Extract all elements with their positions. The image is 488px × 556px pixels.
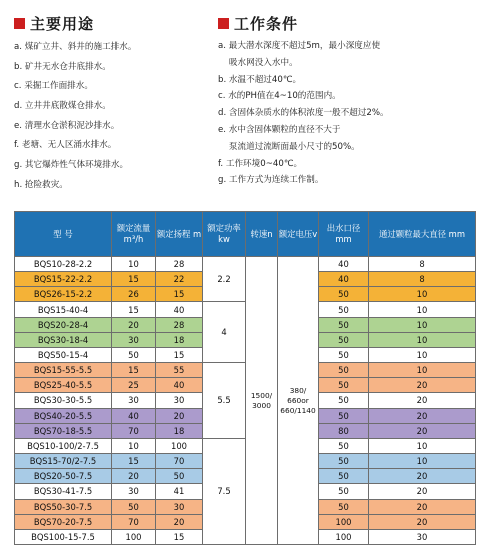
uses-item: b. 矿井无水仓井底排水。: [14, 61, 111, 72]
cell-particle: 8: [369, 257, 476, 272]
cell-flow: 20: [112, 469, 156, 484]
table-row: [15, 302, 476, 317]
cell-particle: 10: [369, 302, 476, 317]
cell-model: BQS15-40-4: [15, 302, 112, 317]
table-row: [15, 257, 476, 272]
cell-flow: 25: [112, 378, 156, 393]
cell-head: 18: [156, 332, 203, 347]
cell-particle: 10: [369, 454, 476, 469]
conditions-item: f. 工作环境0~40℃。: [218, 158, 303, 169]
conditions-title: 工作条件: [234, 14, 299, 33]
cell-outlet: 40: [319, 272, 369, 287]
cell-power-group: 7.5: [203, 438, 246, 544]
table-body: [15, 257, 476, 545]
cell-power-group: 5.5: [203, 363, 246, 439]
uses-section: [14, 12, 219, 198]
conditions-item: g. 工作方式为连续工作制。: [218, 175, 324, 186]
cell-outlet: 50: [319, 454, 369, 469]
cell-flow: 70: [112, 423, 156, 438]
cell-model: BQS26-15-2.2: [15, 287, 112, 302]
cell-model: BQS70-20-7.5: [15, 514, 112, 529]
header-power: 额定功率 kw: [203, 212, 246, 257]
cell-outlet: 50: [319, 408, 369, 423]
cell-outlet: 50: [319, 287, 369, 302]
cell-outlet: 50: [319, 347, 369, 362]
cell-model: BQS10-28-2.2: [15, 257, 112, 272]
cell-flow: 15: [112, 302, 156, 317]
uses-list: [14, 40, 219, 193]
cell-outlet: 80: [319, 423, 369, 438]
cell-particle: 20: [369, 499, 476, 514]
cell-outlet: 50: [319, 484, 369, 499]
cell-speed-shared: 1500/ 3000: [246, 257, 278, 545]
cell-flow: 10: [112, 438, 156, 453]
cell-head: 70: [156, 454, 203, 469]
cell-head: 18: [156, 423, 203, 438]
cell-particle: 30: [369, 529, 476, 544]
uses-title: 主要用途: [30, 14, 95, 33]
spec-table: [14, 211, 476, 545]
cell-outlet: 100: [319, 514, 369, 529]
cell-flow: 50: [112, 499, 156, 514]
table-header-row: [15, 212, 476, 257]
cell-outlet: 50: [319, 393, 369, 408]
conditions-list: [218, 40, 480, 188]
conditions-heading: [218, 12, 480, 34]
cell-outlet: 50: [319, 302, 369, 317]
uses-item: a. 煤矿立井、斜井的施工排水。: [14, 42, 137, 52]
cell-model: BQS20-50-7.5: [15, 469, 112, 484]
conditions-item: b. 水温不超过40℃。: [218, 74, 302, 85]
cell-particle: 8: [369, 272, 476, 287]
cell-flow: 20: [112, 317, 156, 332]
conditions-item: e. 水中含固体颗粒的直径不大于: [218, 124, 341, 135]
header-head: 额定扬程 m: [156, 212, 203, 257]
cell-voltage-shared: 380/ 660or 660/1140: [278, 257, 319, 545]
cell-model: BQS30-41-7.5: [15, 484, 112, 499]
cell-model: BQS15-55-5.5: [15, 363, 112, 378]
cell-flow: 30: [112, 332, 156, 347]
cell-particle: 20: [369, 408, 476, 423]
cell-power-group: 4: [203, 302, 246, 363]
cell-head: 15: [156, 529, 203, 544]
cell-head: 55: [156, 363, 203, 378]
cell-model: BQS20-28-4: [15, 317, 112, 332]
cell-outlet: 100: [319, 529, 369, 544]
cell-model: BQS10-100/2-7.5: [15, 438, 112, 453]
cell-particle: 20: [369, 393, 476, 408]
uses-item: e. 清理水仓淤积泥沙排水。: [14, 120, 120, 131]
cell-head: 50: [156, 469, 203, 484]
cell-head: 28: [156, 317, 203, 332]
cell-particle: 20: [369, 469, 476, 484]
uses-item: d. 立井井底散煤仓排水。: [14, 101, 111, 112]
cell-outlet: 50: [319, 438, 369, 453]
cell-particle: 10: [369, 287, 476, 302]
header-outlet: 出水口径 mm: [319, 212, 369, 257]
table-row: [15, 438, 476, 453]
cell-particle: 20: [369, 484, 476, 499]
cell-particle: 20: [369, 423, 476, 438]
red-square-icon: [14, 18, 25, 29]
cell-flow: 15: [112, 272, 156, 287]
cell-outlet: 40: [319, 257, 369, 272]
header-model: 型 号: [15, 212, 112, 257]
conditions-item: d. 含固体杂质水的体积浓度一般不超过2%。: [218, 108, 389, 119]
cell-model: BQS50-15-4: [15, 347, 112, 362]
cell-flow: 40: [112, 408, 156, 423]
cell-particle: 10: [369, 438, 476, 453]
conditions-item: 吸水网没入水中。: [218, 57, 298, 68]
conditions-item: c. 水的PH值在4~10的范围内。: [218, 91, 341, 102]
cell-model: BQS50-30-7.5: [15, 499, 112, 514]
conditions-item: 泵流道过流断面最小尺寸的50%。: [218, 141, 360, 152]
uses-item: c. 采掘工作面排水。: [14, 81, 93, 92]
cell-head: 20: [156, 514, 203, 529]
cell-flow: 30: [112, 484, 156, 499]
cell-particle: 20: [369, 378, 476, 393]
cell-particle: 10: [369, 363, 476, 378]
header-particle: 通过颗粒最大直径 mm: [369, 212, 476, 257]
cell-outlet: 50: [319, 332, 369, 347]
cell-particle: 10: [369, 332, 476, 347]
cell-head: 20: [156, 408, 203, 423]
header-flow: 额定流量 m³/h: [112, 212, 156, 257]
cell-head: 40: [156, 378, 203, 393]
red-square-icon: [218, 18, 229, 29]
uses-item: f. 老塘、无人区涌水排水。: [14, 140, 117, 151]
cell-flow: 100: [112, 529, 156, 544]
cell-flow: 26: [112, 287, 156, 302]
cell-outlet: 50: [319, 317, 369, 332]
header-voltage: 额定电压v: [278, 212, 319, 257]
cell-head: 15: [156, 347, 203, 362]
cell-head: 22: [156, 272, 203, 287]
cell-head: 15: [156, 287, 203, 302]
cell-head: 30: [156, 499, 203, 514]
cell-model: BQS70-18-5.5: [15, 423, 112, 438]
header-speed: 转速n: [246, 212, 278, 257]
uses-item: g. 其它爆炸性气体环境排水。: [14, 160, 129, 171]
cell-flow: 70: [112, 514, 156, 529]
cell-head: 41: [156, 484, 203, 499]
cell-outlet: 50: [319, 469, 369, 484]
conditions-item: a. 最大潜水深度不超过5m，最小深度应使: [218, 41, 381, 51]
uses-heading: [14, 12, 219, 34]
cell-model: BQS15-70/2-7.5: [15, 454, 112, 469]
cell-model: BQS40-20-5.5: [15, 408, 112, 423]
table-row: [15, 363, 476, 378]
cell-head: 28: [156, 257, 203, 272]
conditions-section: [218, 12, 480, 191]
uses-item: h. 抢险救灾。: [14, 179, 68, 190]
cell-flow: 30: [112, 393, 156, 408]
cell-model: BQS100-15-7.5: [15, 529, 112, 544]
cell-head: 100: [156, 438, 203, 453]
cell-model: BQS30-18-4: [15, 332, 112, 347]
cell-model: BQS30-30-5.5: [15, 393, 112, 408]
cell-flow: 15: [112, 454, 156, 469]
cell-model: BQS15-22-2.2: [15, 272, 112, 287]
cell-head: 30: [156, 393, 203, 408]
cell-outlet: 50: [319, 363, 369, 378]
cell-power-group: 2.2: [203, 257, 246, 302]
cell-flow: 15: [112, 363, 156, 378]
cell-head: 40: [156, 302, 203, 317]
cell-flow: 50: [112, 347, 156, 362]
cell-model: BQS25-40-5.5: [15, 378, 112, 393]
cell-particle: 10: [369, 317, 476, 332]
cell-outlet: 50: [319, 499, 369, 514]
cell-outlet: 50: [319, 378, 369, 393]
cell-particle: 10: [369, 347, 476, 362]
cell-particle: 20: [369, 514, 476, 529]
cell-flow: 10: [112, 257, 156, 272]
